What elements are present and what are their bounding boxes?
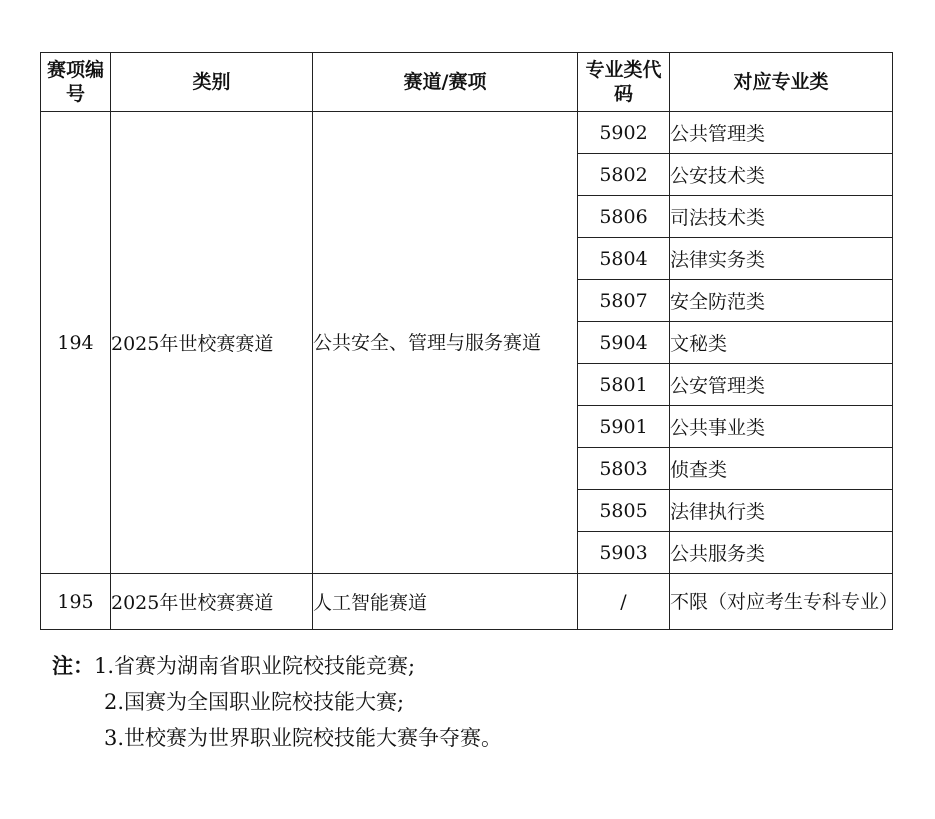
cell-major: 不限（对应考生专科专业） xyxy=(670,574,893,630)
notes xyxy=(52,648,502,756)
cell-code: 5802 xyxy=(578,154,670,196)
notes-label: 注： xyxy=(52,653,94,678)
note-item: 3.世校赛为世界职业院校技能大赛争夺赛。 xyxy=(104,726,503,750)
cell-major: 司法技术类 xyxy=(670,196,893,238)
cell-num: 194 xyxy=(41,112,111,574)
cell-code: 5805 xyxy=(578,490,670,532)
table-row xyxy=(41,112,893,154)
cell-code: 5807 xyxy=(578,280,670,322)
competition-table xyxy=(40,52,899,630)
header-major: 对应专业类 xyxy=(670,53,893,112)
cell-code: 5904 xyxy=(578,322,670,364)
table-header-row xyxy=(41,53,893,112)
cell-code: 5902 xyxy=(578,112,670,154)
cell-major: 侦查类 xyxy=(670,448,893,490)
table-row xyxy=(41,574,893,630)
note-line xyxy=(52,684,502,720)
cell-code: 5803 xyxy=(578,448,670,490)
cell-major: 公共管理类 xyxy=(670,112,893,154)
cell-code: 5804 xyxy=(578,238,670,280)
header-category: 类别 xyxy=(111,53,313,112)
cell-track: 公共安全、管理与服务赛道 xyxy=(313,112,578,574)
note-item: 1.省赛为湖南省职业院校技能竞赛; xyxy=(94,654,416,678)
header-code: 专业类代码 xyxy=(578,53,670,112)
cell-major: 法律执行类 xyxy=(670,490,893,532)
cell-track: 人工智能赛道 xyxy=(313,574,578,630)
header-track: 赛道/赛项 xyxy=(313,53,578,112)
cell-code: 5801 xyxy=(578,364,670,406)
note-line xyxy=(52,720,502,756)
cell-num: 195 xyxy=(41,574,111,630)
cell-major: 法律实务类 xyxy=(670,238,893,280)
header-num: 赛项编号 xyxy=(41,53,111,112)
note-item: 2.国赛为全国职业院校技能大赛; xyxy=(104,690,405,714)
cell-code: 5806 xyxy=(578,196,670,238)
cell-major: 安全防范类 xyxy=(670,280,893,322)
cell-code: 5903 xyxy=(578,532,670,574)
cell-category: 2025年世校赛赛道 xyxy=(111,112,313,574)
cell-major: 文秘类 xyxy=(670,322,893,364)
cell-major: 公共事业类 xyxy=(670,406,893,448)
cell-code: / xyxy=(578,574,670,630)
cell-major: 公共服务类 xyxy=(670,532,893,574)
cell-major: 公安管理类 xyxy=(670,364,893,406)
cell-major: 公安技术类 xyxy=(670,154,893,196)
cell-code: 5901 xyxy=(578,406,670,448)
cell-category: 2025年世校赛赛道 xyxy=(111,574,313,630)
note-line xyxy=(52,648,502,684)
